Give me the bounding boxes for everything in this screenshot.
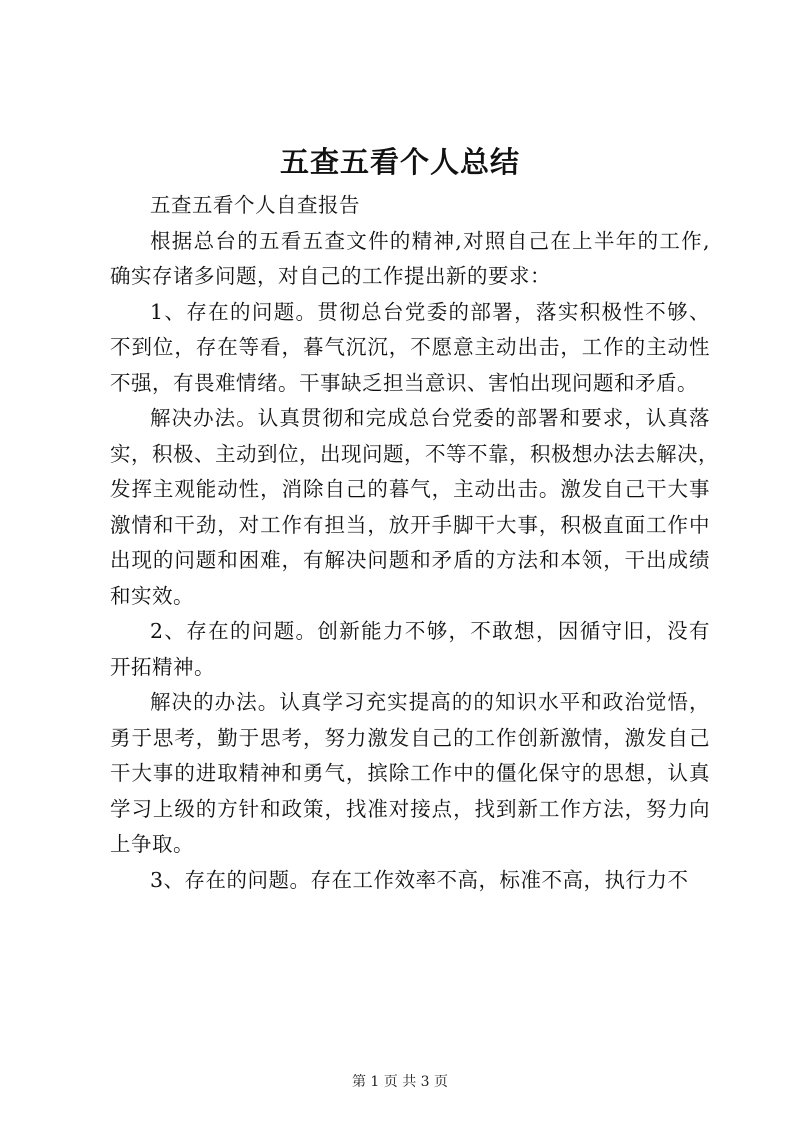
document-title: 五查五看个人总结	[279, 145, 520, 179]
paragraph-self-check-report	[110, 188, 710, 224]
paragraph-line: 勇于思考，勤于思考，努力激发自己的工作创新激情，激发自己	[110, 725, 710, 750]
paragraph-intro	[110, 224, 710, 295]
paragraph-line: 干大事的进取精神和勇气，摈除工作中的僵化保守的思想，认真	[110, 761, 710, 785]
paragraph-line: 五查五看个人自查报告	[150, 193, 360, 217]
paragraph-line: 不到位，存在等看，暮气沉沉，不愿意主动出击，工作的主动性	[110, 335, 710, 359]
paragraph-line: 解决办法。认真贯彻和完成总台党委的部署和要求，认真落	[150, 406, 710, 430]
paragraph-line: 3、存在的问题。存在工作效率不高，标准不高，执行力不	[150, 867, 689, 892]
paragraph-line: 开拓精神。	[110, 654, 215, 679]
paragraph-solution-1	[110, 401, 719, 614]
paragraph-line: 根据总台的五看五查文件的精神,对照自己在上半年的工作,	[150, 228, 710, 253]
paragraph-line: 实，积极、主动到位，出现问题，不等不靠，积极想办法去解决，	[110, 441, 719, 466]
paragraph-line: 发挥主观能动性，消除自己的暮气，主动出击。激发自己干大事	[110, 477, 710, 501]
paragraph-problem-1	[110, 295, 710, 402]
paragraph-problem-3	[110, 863, 710, 899]
document-body	[110, 188, 719, 898]
paragraph-line: 学习上级的方针和政策，找准对接点，找到新工作方法，努力向	[110, 796, 710, 821]
paragraph-line: 和实效。	[110, 583, 194, 608]
paragraph-line: 不强，有畏难情绪。干事缺乏担当意识、害怕出现问题和矛盾。	[110, 370, 698, 395]
paragraph-line: 出现的问题和困难，有解决问题和矛盾的方法和本领，干出成绩	[110, 548, 710, 572]
paragraph-line: 上争取。	[110, 832, 194, 856]
paragraph-line: 解决的办法。认真学习充实提高的的知识水平和政治觉悟，	[150, 690, 710, 714]
page-number-footer: 第 1 页 共 3 页	[351, 1074, 449, 1090]
paragraph-solution-2	[110, 685, 710, 863]
paragraph-line: 1、存在的问题。贯彻总台党委的部署，落实积极性不够、	[150, 299, 710, 324]
paragraph-problem-2	[110, 614, 710, 685]
paragraph-line: 2、存在的问题。创新能力不够，不敢想，因循守旧，没有	[150, 619, 710, 643]
paragraph-line: 激情和干劲，对工作有担当，放开手脚干大事，积极直面工作中	[110, 512, 710, 537]
paragraph-line: 确实存诸多问题，对自己的工作提出新的要求：	[110, 264, 551, 288]
